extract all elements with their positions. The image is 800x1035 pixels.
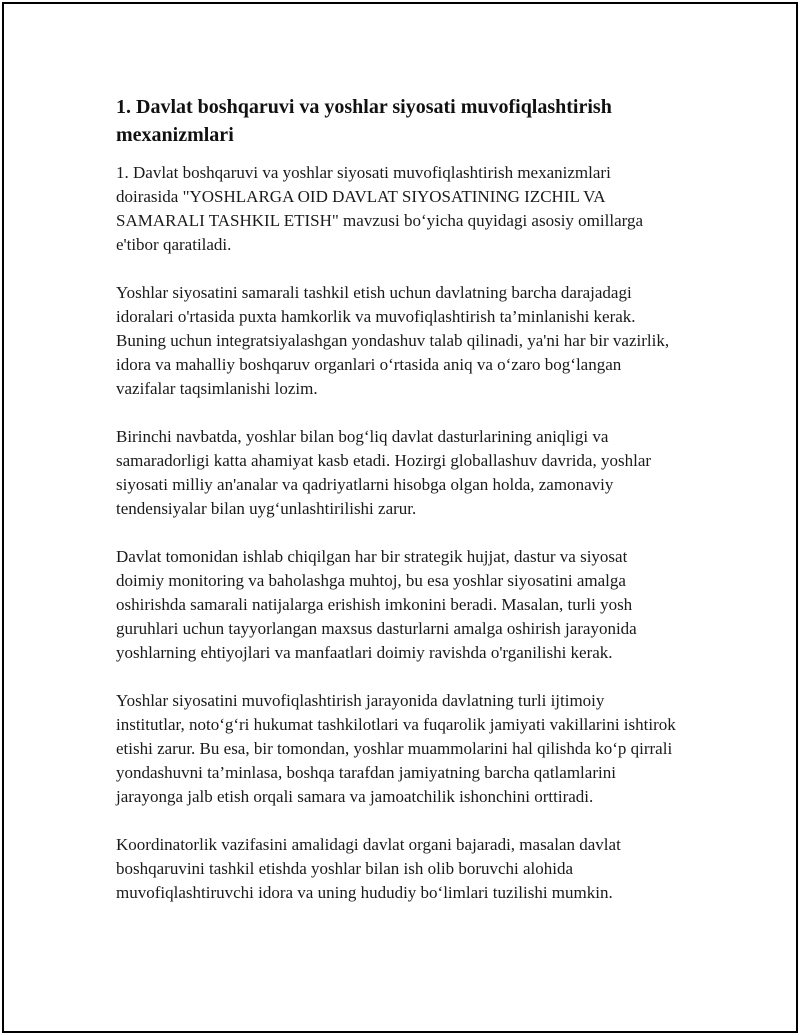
paragraph-coordinator-body: Koordinatorlik vazifasini amalidagi davlat organi bajaradi, masalan davlat boshqaruvini tashkil etishda yoshlar bilan ish olib boruvchi alohida muvofiqlashtiruvchi idora va uning hududiy bo‘limlari tuzilishi mumkin.	[116, 835, 621, 902]
paragraph-monitoring: Davlat tomonidan ishlab chiqilgan har bir strategik hujjat, dastur va siyosat doimiy monitoring va baholashga muhtoj, bu esa yoshlar siyosatini amalga oshirishda samarali natijalarga erishish imkonini beradi. Masalan, turli yosh guruhlari uchun tayyorlangan maxsus dasturlarni amalga oshirish jarayonida yoshlarning ehtiyojlari va manfaatlari doimiy ravishda o'rganilishi kerak.	[116, 547, 637, 662]
document-content	[116, 93, 676, 905]
paragraph-programs: Birinchi navbatda, yoshlar bilan bog‘liq davlat dasturlarining aniqligi va samaradorligi katta ahamiyat kasb etadi. Hozirgi globallashuv davrida, yoshlar siyosati milliy an'analar va qadriyatlarni hisobga olgan holda, zamonaviy tendensiyalar bilan uyg‘unlashtirilishi zarur.	[116, 427, 652, 518]
document-title: 1. Davlat boshqaruvi va yoshlar siyosati muvofiqlashtirish mexanizmlari	[116, 96, 612, 146]
paragraph-intro: 1. Davlat boshqaruvi va yoshlar siyosati muvofiqlashtirish mexanizmlari doirasida "YOSHLARGA OID DAVLAT SIYOSATINING IZCHIL VA SAMARALI TASHKIL ETISH" mavzusi bo‘yicha quyidagi asosiy omillarga e'tibor qaratiladi.	[116, 163, 644, 254]
paragraph-coordination: Yoshlar siyosatini samarali tashkil etish uchun davlatning barcha darajadagi idoralari o'rtasida puxta hamkorlik va muvofiqlashtirish ta’minlanishi kerak. Buning uchun integratsiyalashgan yondashuv talab qilinadi, ya'ni har bir vazirlik, idora va mahalliy boshqaruv organlari o‘rtasida aniq va o‘zaro bog‘langan vazifalar taqsimlanishi lozim.	[116, 283, 670, 398]
paragraph-institutions: Yoshlar siyosatini muvofiqlashtirish jarayonida davlatning turli ijtimoiy institutlar, noto‘g‘ri hukumat tashkilotlari va fuqarolik jamiyati vakillarini ishtirok etishi zarur. Bu esa, bir tomondan, yoshlar muammolarini hal qilishda ko‘p qirrali yondashuvni ta’minlasa, boshqa tarafdan jamiyatning barcha qatlamlarini jarayonga jalb etish orqali samara va jamoatchilik ishonchini orttiradi.	[116, 691, 676, 806]
